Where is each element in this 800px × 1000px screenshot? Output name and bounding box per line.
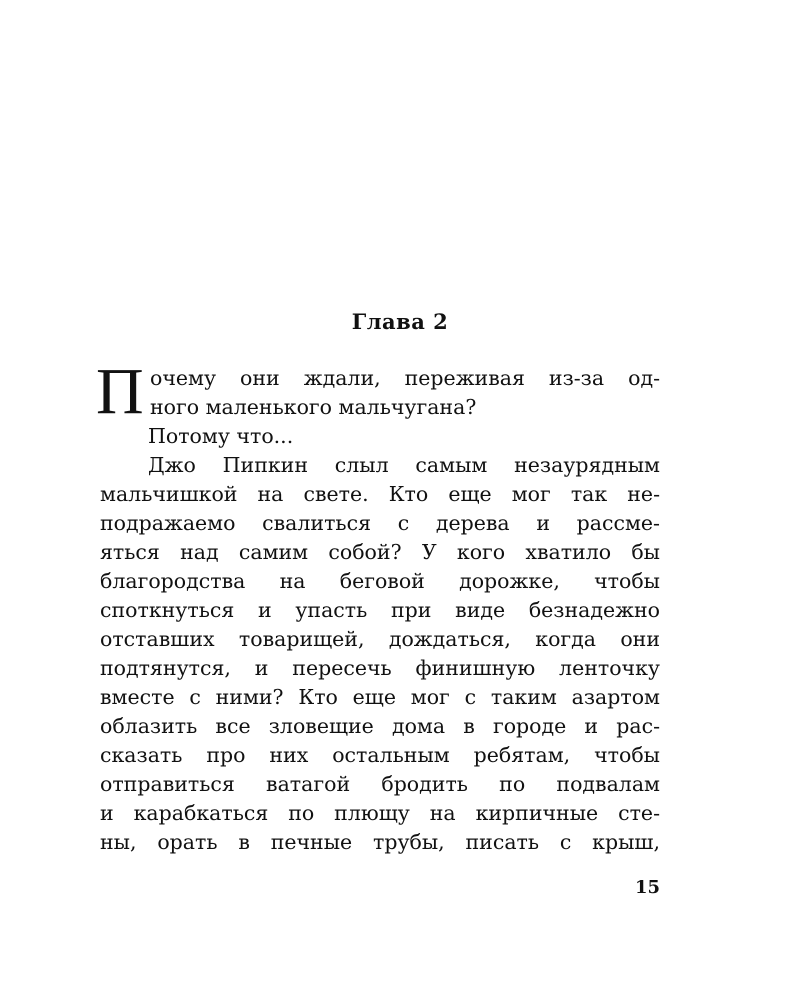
text-line: подтянутся, и пересечь финишную ленточку [100, 656, 660, 680]
text-line: подражаемо свалиться с дерева и рассме- [100, 511, 660, 535]
text-line: и карабкаться по плющу на кирпичные сте- [100, 801, 660, 825]
text-line: отправиться ватагой бродить по подвалам [100, 772, 660, 796]
text-line: вместе с ними? Кто еще мог с таким азартом [100, 685, 660, 709]
text-line: ны, орать в печные трубы, писать с крыш, [100, 830, 660, 854]
text-line: облазить все зловещие дома в городе и рас- [100, 714, 660, 738]
text-line: ного маленького мальчугана? [150, 395, 477, 419]
body-text [96, 355, 660, 857]
text-line: мальчишкой на свете. Кто еще мог так не- [100, 482, 660, 506]
page-number: 15 [634, 877, 660, 898]
text-line: очему они ждали, переживая из-за од- [150, 366, 660, 390]
text-line: сказать про них остальным ребятам, чтобы [100, 743, 660, 767]
drop-cap-letter: П [96, 355, 144, 428]
text-line: отставших товарищей, дождаться, когда они [100, 627, 660, 651]
text-line: споткнуться и упасть при виде безнадежно [100, 598, 660, 622]
chapter-title: Глава 2 [351, 309, 449, 334]
text-line: Потому что... [148, 424, 294, 448]
text-line: яться над самим собой? У кого хватило бы [100, 540, 660, 564]
text-line: Джо Пипкин слыл самым незаурядным [148, 453, 660, 477]
text-line: благородства на беговой дорожке, чтобы [100, 569, 660, 593]
